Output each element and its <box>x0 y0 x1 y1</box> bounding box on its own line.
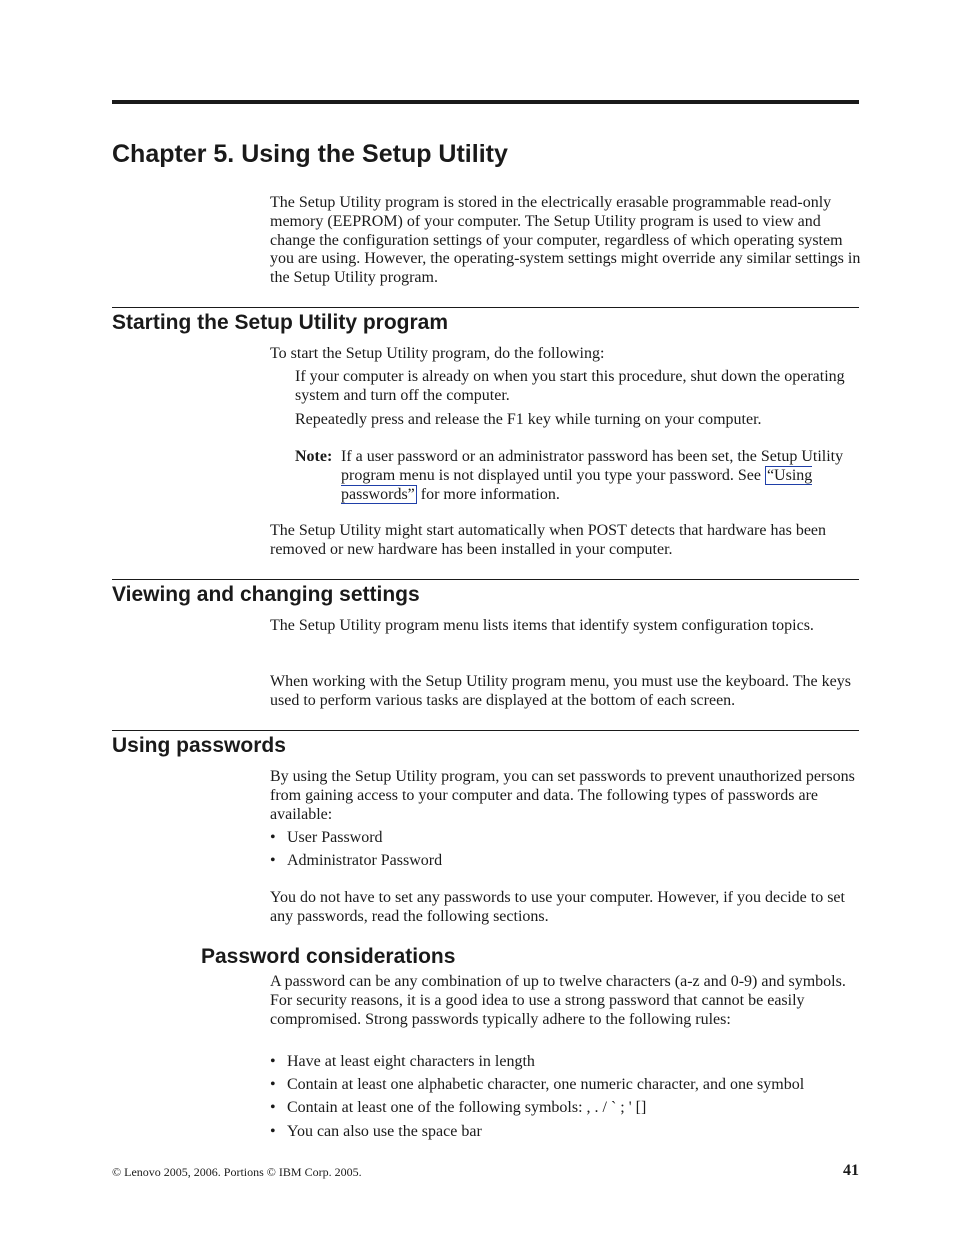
section-title-starting: Starting the Setup Utility program <box>112 311 449 334</box>
section-rule <box>112 307 859 308</box>
considerations-p1: A password can be any combination of up to twelve characters (a-z and 0-9) and symbols. For security reasons, it is a good idea to use a strong password that cannot be easily compromised. Strong passwords typically adhere to the following rules: <box>270 973 846 1028</box>
note-after: for more information. <box>420 485 560 503</box>
section-title-viewing: Viewing and changing settings <box>112 583 420 606</box>
note-label: Note: <box>295 448 333 465</box>
step-2: Repeatedly press and release the F1 key while turning on your computer. <box>295 411 762 428</box>
page-number: 41 <box>843 1162 859 1179</box>
starting-after: The Setup Utility might start automatically when POST detects that hardware has been removed or new hardware has been installed in your computer. <box>270 522 827 558</box>
bullet-marker: • <box>270 1099 276 1116</box>
bullet-marker: • <box>270 1076 276 1093</box>
using-passwords-link[interactable]: “Using passwords” <box>341 466 813 503</box>
section-rule <box>112 579 859 580</box>
top-rule <box>112 100 859 104</box>
note-body <box>341 448 861 504</box>
note-block <box>295 448 861 504</box>
passwords-p2: You do not have to set any passwords to use your computer. However, if you decide to set any passwords, read the following sections. <box>270 889 845 925</box>
subsection-title-considerations: Password considerations <box>201 945 456 968</box>
step-1: If your computer is already on when you start this procedure, shut down the operating system and turn off the computer. <box>295 368 845 404</box>
viewing-p2: When working with the Setup Utility program menu, you must use the keyboard. The keys used to perform various tasks are displayed at the bottom of each screen. <box>270 673 851 709</box>
bullet-marker: • <box>270 1053 276 1070</box>
intro-paragraph: The Setup Utility program is stored in the electrically erasable programmable read-only memory (EEPROM) of your computer. The Setup Utility program is used to view and change the configuration settings of your computer, regardless of which operating system you are using. However, the operating-system settings might override any similar settings in the Setup Utility program. <box>270 194 861 287</box>
section-title-passwords: Using passwords <box>112 734 286 757</box>
viewing-p1: The Setup Utility program menu lists items that identify system configuration topics. <box>270 617 814 634</box>
note-text: If a user password or an administrator password has been set, the Setup Utility program menu is not displayed until you type your password. See <box>341 448 844 484</box>
passwords-p1: By using the Setup Utility program, you can set passwords to prevent unauthorized persons from gaining access to your computer and data. The following types of passwords are available: <box>270 768 855 823</box>
footer-copyright: © Lenovo 2005, 2006. Portions © IBM Corp. 2005. <box>112 1165 362 1179</box>
bullet-marker: • <box>270 829 276 846</box>
bullet-marker: • <box>270 1123 276 1140</box>
chapter-title: Chapter 5. Using the Setup Utility <box>112 140 508 168</box>
section-rule <box>112 730 859 731</box>
starting-lead: To start the Setup Utility program, do the following: <box>270 345 605 362</box>
bullet-marker: • <box>270 852 276 869</box>
